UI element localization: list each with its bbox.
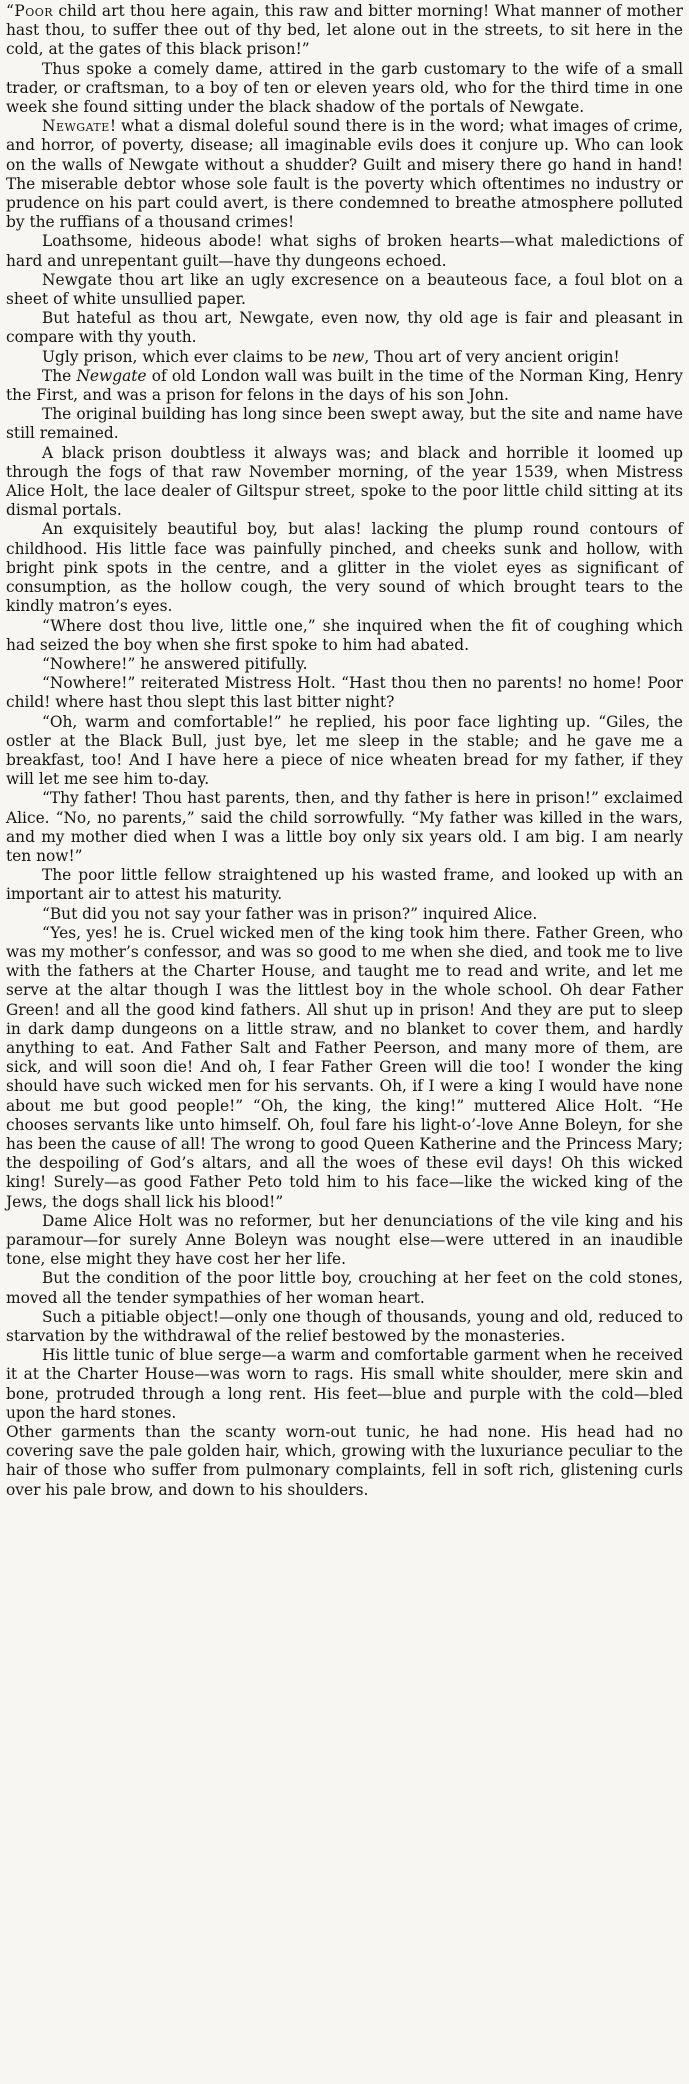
paragraph-text: ! what a dismal doleful sound there is in the word; what images of crime, and horror, of poverty, disease; all imaginable evils does it conjure up. Who can look on the walls of Newgate without a shudder? Guilt and misery there go hand in hand! The miserable debtor whose sole fault is the poverty which oftentimes no industry or prudence on his part could avert, is there condemned to breathe atmosphere polluted by the ruffians of a thousand crimes! [6, 117, 683, 232]
paragraph: A black prison doubtless it always was; and black and horrible it loomed up through the fogs of that raw November morning, of the year 1539, when Mistress Alice Holt, the lace dealer of Giltspur street, spoke to the poor little child sitting at its dismal portals. [6, 443, 683, 520]
text-segment: The [42, 366, 77, 385]
paragraph: “But did you not say your father was in prison?” inquired Alice. [42, 904, 538, 923]
paragraph: “Yes, yes! he is. Cruel wicked men of the king took him there. Father Green, who was my mother’s confessor, and was so good to me when she died, and took me to live with the fathers at the Charter House, and taught me to read and write, and let me serve at the altar though I was the littlest boy in the whole school. Oh dear Father Green! and all the good kind fathers. All shut up in prison! And they are put to sleep in dark damp dungeons on a little straw, and no blanket to cover them, and hardly anything to eat. And Father Salt and Father Peerson, and many more of them, are sick, and will soon die! And oh, I fear Father Green will die too! I wonder the king should have such wicked men for his servants. Oh, if I were a king I would have none about me but good people!” “Oh, the king, the king!” muttered Alice Holt. “He chooses servants like unto himself. Oh, foul fare his light-o’-love Anne Boleyn, for she has been the cause of all! The wrong to good Queen Katherine and the Princess Mary; the despoiling of God’s altars, and all the woes of these evil days! Oh this wicked king! Surely—as good Father Peto told him to his face—like the wicked king of the Jews, the dogs shall lick his blood!” [6, 923, 683, 1211]
paragraph: Thus spoke a comely dame, attired in the garb customary to the wife of a small trader, or craftsman, to a boy of ten or eleven years old, who for the third time in one week she found sitting under the black shadow of the portals of Newgate. [6, 59, 683, 117]
paragraph-ugly-prison [6, 348, 683, 367]
paragraph: The original building has long since been swept away, but the site and name have still remained. [6, 405, 683, 443]
newgate-small-caps: Newgate [42, 117, 110, 136]
paragraph-opening [6, 2, 683, 60]
text-segment: Ugly prison, which ever claims to be [42, 347, 333, 366]
paragraph: “Nowhere!” he answered pitifully. [42, 654, 308, 673]
paragraph: Such a pitiable object!—only one though of thousands, young and old, reduced to starvation by the withdrawal of the relief bestowed by the monasteries. [6, 1307, 683, 1346]
opening-small-caps: “Poor [6, 2, 54, 20]
text-segment: , Thou art of very ancient origin! [364, 347, 620, 366]
paragraph: “Where dost thou live, little one,” she inquired when the fit of coughing which had seized the boy when she first spoke to him had abated. [6, 616, 683, 654]
paragraph: The poor little fellow straightened up his wasted frame, and looked up with an important air to attest his maturity. [6, 866, 683, 904]
italic-word: new [332, 347, 365, 366]
paragraph: But the condition of the poor little boy, crouching at her feet on the cold stones, moved all the tender sympathies of her woman heart. [6, 1269, 683, 1307]
paragraph: Dame Alice Holt was no reformer, but her denunciations of the vile king and his paramour—for surely Anne Boleyn was nought else—were uttered in an inaudible tone, else might they have cost her her life. [6, 1211, 683, 1269]
paragraph: “Thy father! Thou hast parents, then, and thy father is here in prison!” exclaimed Alice. “No, no parents,” said the child sorrowfully. “My father was killed in the wars, and my mother died when I was a little boy only six years old. I am big. I am nearly ten now!” [6, 789, 683, 865]
paragraph: Loathsome, hideous abode! what sighs of broken hearts—what maledictions of hard and unrepentant guilt—have thy dungeons echoed. [6, 232, 683, 270]
paragraph-text: child art thou here again, this raw and bitter morning! What manner of mother hast thou, to suffer thee out of thy bed, let alone out in the streets, to sit here in the cold, at the gates of this black prison!” [6, 2, 683, 59]
paragraph-newgate [6, 117, 683, 232]
paragraph: Newgate thou art like an ugly excresence on a beauteous face, a foul blot on a sheet of white unsullied paper. [6, 270, 683, 309]
paragraph: An exquisitely beautiful boy, but alas! lacking the plump round contours of childhood. His little face was painfully pinched, and cheeks sunk and hollow, with bright pink spots in the centre, and a glitter in the violet eyes as significant of consumption, as the hollow cough, the very sound of which brought tears to the kindly matron’s eyes. [6, 520, 683, 616]
text-segment: of old London wall was built in the time of the Norman King, Henry the First, and was a prison for felons in the days of his son John. [6, 366, 683, 405]
paragraph: “Nowhere!” reiterated Mistress Holt. “Hast thou then no parents! no home! Poor child! where hast thou slept this last bitter night? [6, 674, 683, 712]
paragraph-old-newgate [6, 367, 683, 405]
paragraph: “Oh, warm and comfortable!” he replied, his poor face lighting up. “Giles, the ostler at the Black Bull, just bye, let me sleep in the stable; and he gave me a breakfast, too! And I have here a piece of nice wheaten bread for my father, if they will let me see him to-day. [6, 712, 683, 789]
italic-word: Newgate [76, 366, 147, 385]
paragraph: His little tunic of blue serge—a warm and comfortable garment when he received it at the Charter House—was worn to rags. His small white shoulder, mere skin and bone, protruded through a long rent. His feet—blue and purple with the cold—bled upon the hard stones. [6, 1346, 683, 1422]
paragraph: But hateful as thou art, Newgate, even now, thy old age is fair and pleasant in compare with thy youth. [6, 309, 683, 347]
paragraph: Other garments than the scanty worn-out tunic, he had none. His head had no covering save the pale golden hair, which, growing with the luxuriance peculiar to the hair of those who suffer from pulmonary complaints, fell in soft rich, glistening curls over his pale brow, and down to his shoulders. [6, 1423, 683, 1499]
